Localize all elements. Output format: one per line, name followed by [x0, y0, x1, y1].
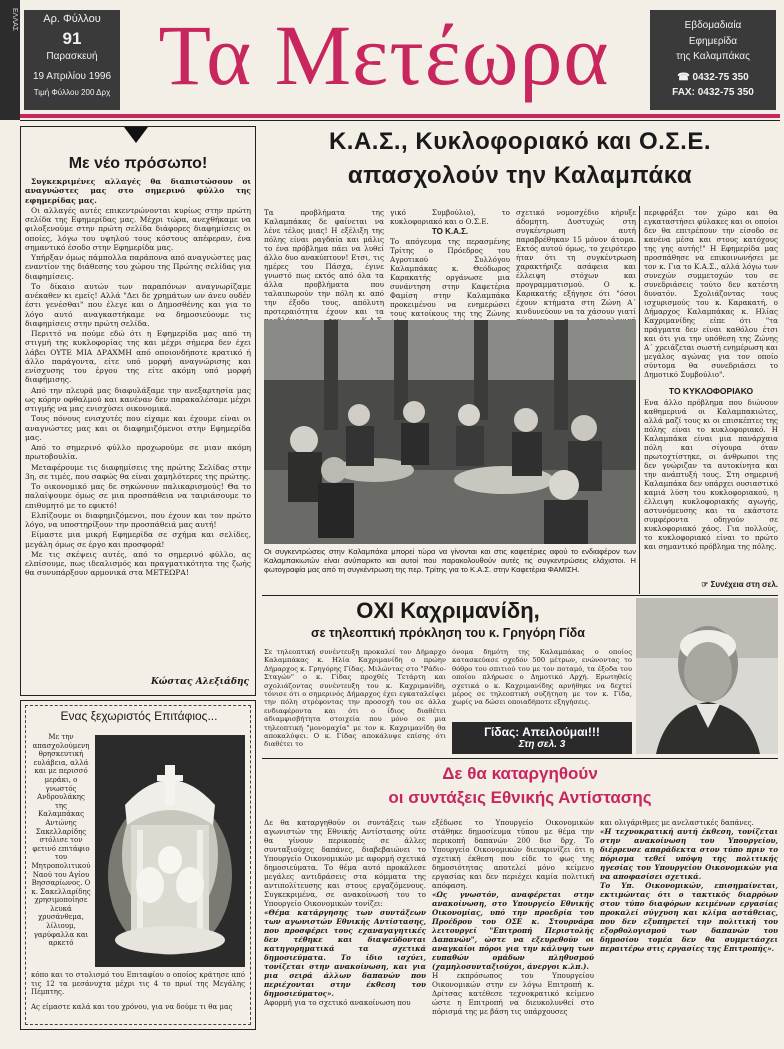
editorial-paragraph: Το δίκαιο αυτών των παραπόνων αναγνωρίζαμε ανέκαθεν κι εμείς! Αλλά "Δει δε χρημάτων ων άνευ ουδέν έστι γενέσθαι" που έλεγε και ο Δημοσθένης και για το λόγο αυτό αναγκαστήκαμε να δημοσιεύουμε τις διαφημίσεις στην πρώτη σελίδα. [25, 281, 251, 328]
gidas-top-rule [262, 595, 778, 596]
continued-link[interactable]: ☞ Συνέχεια στη σελ. [701, 580, 778, 589]
contact-line1: Εβδομαδιαία [684, 20, 742, 31]
issue-date: 19 Απριλίου 1996 [32, 70, 112, 82]
epitaph-photo [95, 735, 245, 967]
main-col2-intro: γικό Συμβούλιο), το κυκλοφοριακό και ο Ο.Σ.Ε. [390, 208, 510, 226]
contact-box [650, 10, 776, 110]
contact-fax: FAX: 0432-75 350 [672, 87, 754, 98]
editorial-paragraph: Με τις σκέψεις αυτές, από το σημερινό φύλλο, ας ελπίσουμε, πως ιδεαλισμός και πραγματικότητα της ζωής θα συνυπάρξουν αρμονικά στα ΜΕΤΕΩΡΑ! [25, 549, 251, 578]
epitaph-closing: Ας είμαστε καλά και του χρόνου, για να δούμε τι θα μας [31, 1003, 233, 1011]
editorial-paragraph: Συγκεκριμένες αλλαγές θα διαπιστώσουν οι αναγνώστες μας στο σημερινό φύλλο της εφημερίδας μας. [25, 177, 251, 205]
editorial-title: Με νέο πρόσωπο! [68, 155, 208, 172]
contact-line3: της Καλαμπάκας [676, 51, 750, 62]
column-rule [639, 206, 640, 594]
resistance-headline-line1: Δε θα καταργηθούν [442, 764, 598, 783]
editorial-paragraph: Από την πλευρά μας διαφυλάξαμε την ανεξαρτησία μας ως κόρην οφθαλμού και κανέναν δεν παρακαλέσαμε μέχρι στιγμής να μας ενισχύσει οικονομικά. [25, 385, 251, 413]
epitaph-continued: κόπο και το στολισμό του Επιταφίου ο οποίος κράτησε από τις 12 τα μεσάνυχτα μέχρι τις 4 το πρωί της Μεγάλης Πέμπτης. [31, 971, 245, 997]
resistance-col2-quote: «Ως γνωστόν, αναφέρεται στην ανακοίνωση, στο Υπουργείο Εθνικής Οικονομίας, υπό την προεδρία του Προέδρου του ΟΣΕ κ. Στουρνάρα λειτουργεί "Επιτροπή Περιστολής Δαπανών", ώστε να εξευρεθούν οι αναγκαίοι πόροι για την κάλυψη των ευπαθών ομάδων πληθυσμού (χαμηλοσυνταξιούχοι, άνεργοι κ.λπ.). [432, 890, 594, 971]
editorial-paragraph: Περιττό να πούμε εδώ ότι η Εφημερίδα μας από τη στιγμή της κυκλοφορίας της και μέχρι σήμερα δεν έχει λάβει ΟΥΤΕ ΜΙΑ ΔΡΑΧΜΗ από οποιονδήποτε κρατικό ή άλλο παράγοντα, είτε υπό μορφή αναγνώρισης και ενίσχυσης του έργου της είτε ακόμη υπό μορφή διαφήμισης. [25, 329, 251, 385]
resistance-col2-text: εξέδωσε το Υπουργείο Οικονομικών στάθηκε δημοσίευμα τύπου με θέμα την περικοπή δαπανών 200 δισ δρχ. Το Υπουργείο Οικονομικών διευκρινίζει ότι η σχετική έκθεση που είδε το φως της δημοσιότητας αποτελεί μόνο κείμενο εργασίας και δεν περιέχει καμία πολιτική απόφαση. [432, 818, 594, 890]
gidas-subhead: σε τηλεοπτική πρόκληση του κ. Γρηγόρη Γίδα [311, 626, 585, 640]
epitaph-box [20, 700, 256, 1030]
main-headline-line1: Κ.Α.Σ., Κυκλοφοριακό και Ο.Σ.Ε. [328, 128, 712, 155]
gidas-col2: όνομα δημότη της Καλαμπάκας ο οποίος κατασκεύασε σχεδόν 500 μέτρων, ενώνοντας το θόθρο του σπιτιού του με τον ποταμό, τα έξοδα του οποίου πλήρωσε ο Δημοτικό Αρχή. Ερωτηθείς σχετικά ο κ. Καχριμανίδης αρνήθηκε να δεχτεί μέρος σε τηλεοπτική συζήτηση με τον κ. Γίδα, χωρίς να δώσει οποιαδήποτε εξηγήσεις. [452, 648, 632, 707]
cafe-meeting-photo [264, 320, 636, 544]
main-col2-subhead: ΤΟ Κ.Α.Σ. [431, 227, 469, 236]
main-headline-line2: απασχολούν την Καλαμπάκα [347, 162, 693, 189]
epitaph-title: Ενας ξεχωριστός Επιτάφιος... [60, 709, 218, 723]
masthead-title: Τα Μετέωρα [158, 7, 610, 103]
resistance-col3-quote: «Η τεχνοκρατική αυτή έκθεση, τονίζεται στην ανακοίνωση του Υπουργείου, διέρρευσε απαράδεκτα στον τύπο πριν το πόρισμα τεθεί υπόψη της πολιτικής ηγεσίας του Υπουργείου Οικονομικών για να αποφασίσει σχετικά. [600, 827, 778, 881]
contact-phone: ☎ 0432-75 350 [677, 71, 749, 83]
epitaph-illustration [95, 735, 245, 967]
issue-number: 91 [62, 28, 82, 48]
issue-box [24, 10, 120, 110]
main-col2-text: Το απόγευμα της περασμένης Τρίτης ο Πρόεδρος του Αγροτικού Συλλόγου Καλαμπάκας κ. Θεόδωρος Καρακατής οργάνωσε μια συνάντηση στην Καφετέρια Φαμίση στην Καλαμπάκα προκειμένου να ενημερώσει τους κατοίκους της της Ζώνης [390, 237, 510, 318]
contact-line2: Εφημερίδα [688, 35, 738, 47]
editorial-paragraph: Το οικονομικό μας δε σηκώνουν παλικαρισμούς! Θα το παλαίψουμε όμως σε μια προσπάθεια να ταιριάσουμε το επιθυμητό με το εφικτό! [25, 482, 251, 510]
issue-weekday: Παρασκευή [46, 51, 98, 63]
resistance-col1-end: Αφορμή για το σχετικό ανακοίνωση που [264, 998, 411, 1007]
resistance-col1-text: Δε θα καταργηθούν οι συντάξεις των αγωνιστών της Εθνικής Αντίστασης ούτε θα γίνουν περικοπές σε άλλες συνταξιούχες δαπάνες, διαβεβαιώνει το Υπουργείο Οικονομικών με αφορμή σχετικά δημοσιεύματα. Το θέμα αυτό προκάλεσε μεγάλες αντιδράσεις στα κόμματα της αντιπολίτευσης και στους εργαζόμενους. Συγκεκριμένα, σε ανακοίνωσή του το Υπουργείο Οικονομικών τονίζει: [264, 818, 426, 908]
gidas-portrait [636, 598, 778, 754]
resistance-col1 [264, 818, 426, 1040]
header-rule [20, 114, 780, 118]
editorial-paragraph: Υπήρξαν όμως πάμπολλα παράπονα από αναγνώστες μας εναντίον της διάθεσης του χώρου της Πρώτης σελίδας για διαφημίσεις. [25, 253, 251, 281]
main-col2 [390, 208, 510, 316]
triangle-marker [124, 127, 148, 143]
gidas-callout-box [452, 722, 632, 754]
gidas-portrait-image [636, 598, 778, 754]
editorial-paragraph: Είμαστε μια μικρή Εφημερίδα σε σχήμα και σελίδες, μεγάλη όμως σε έργο και προσφορά! [25, 530, 251, 549]
editorial-signature: Κώστας Αλεξιάδης [150, 677, 249, 687]
main-photo-caption: Οι συγκεντρώσεις στην Καλαμπάκα μπορεί τώρα να γίνονται και στις καφετέριες αφού το ενδιαφέρον των Καλαμπακιωτών είναι ανύπαρκτο και αυτοί που παρακολουθούν αυτές τις συγκεντρώσεις ελάχιστοι. Η φωτογραφία μας από τη συγκέντρωση της περ. Τρίτης για το Κ.Α.Σ. στην Καφετέρια ΦΑΜΙΣΗ. [264, 547, 636, 574]
resistance-top-rule [262, 758, 778, 759]
traffic-text: Ενα άλλο πρόβλημα που διώνουν καθημερινά οι Καλαμπακιώτες, αλλά μαζί τους κι οι επισκέπτες της πόλης είναι το κυκλοφοριακό. Η Καλαμπάκα είναι μια πανάρχαια πόλη και σίγουρα όταν πρωτοχτίστηκε, οι άνθρωποι της δεν γνώριζαν τα αυτοκίνητα και την ανάπτυξή τους. Στη σημερινή Καλαμπάκα δεν υπάρχει ουσιαστικό καμιά λύση του κυκλοφοριακού, η έλλειψη κυκλοφοριακής αγωγής, αστυνόμευσης και τα εκάστοτε συμφέροντα οδηγούν σε κυκλοφοριακό χάος. Για πολλούς, το κυκλοφοριακό είναι το πρώτο και σημαντικό πρόβλημα της πόλης. [644, 398, 778, 551]
editorial-box [20, 126, 256, 696]
main-photo [264, 320, 636, 544]
main-col4: περιφράξει τον χώρο και θα εγκαταστήσει φύλακες και οι οποίοι δεν θα επιτρέπουν την είσοδο σε κανένα μέσα και στους κατόχους της γης αυτής!" Η Εφημερίδα μας προσπάθησε να επικοινωνήσει με τον κ. Για το Κ.Α.Σ., αλλά λόγω των συνεχών συμμετοχών του σε συνεδριάσεις τούτο δεν κατέστη δυνατόν. Σχολιάζοντας τους ισχυρισμούς του κ. Καρακατή, ο Δήμαρχος Καλαμπάκας κ. Ηλίας Καχριμανίδης είπε ότι "τα πράγματα δεν είναι καθόλου έτσι και ότι για την υπόθεση της Ζώνης Α΄ χρειάζεται σωστή ενημέρωση και μεγάλος αγώνας για τον οποίο σύντομα θα συνεδριάσει το Δημοτικό Συμβούλιο". [644, 208, 778, 379]
resistance-col2 [432, 818, 594, 1040]
resistance-col3-intro: και ολιγάριθμες με ανελαστικές δαπάνες. [600, 818, 754, 827]
resistance-col2-end: Η εκπρόσωπος του Υπουργείου Οικονομικών στην εν λόγω Επιτροπή κ. Δρίτσας κατέθεσε τεχνοκρατικό κείμενο ώστε η Επιτροπή να διευκολυνθεί στο πόρισμά της με βάση τις υπάρχουσες [432, 971, 594, 1016]
editorial-paragraph: Από το σημερινό φύλλο προχωρούμε σε μιαν ακόμη πρωτοβουλία. [25, 443, 251, 462]
main-col3: σχετικό νομοσχέδιο κήρυξε άδομητη. Δυστυχώς στη συγκέντρωση αυτή παραβρέθηκαν 15 μόνον άτομα. Εκτός αυτού όμως, το χειρότερο ήταν ότι τη συγκέντρωση χαρακτήριζε ασάφεια και έλλειψη στόχων και προγραμματισμού. Ο κ. Καρακατής εξήγησε ότι "όσοι έχουν κτήματα στη Ζώνη Α΄ κινδυνεύουν να τα χάσουν γιατί [516, 208, 636, 316]
gidas-col1: Σε τηλεοπτική συνέντευξη προκαλεί τον Δήμαρχο Καλαμπάκας κ. Ηλία Καχριμανίδη ο πρώην Δήμαρχος κ. Γρηγόρης Γίδας. Μιλώντας στο "Ράδιο-Σταγών" ο κ. Γίδας προχθές Τετάρτη και σχολιάζοντας συνέντευξη του κ. Καχριμανίδη, τόνισε ότι ο σημερινός Δήμαρχος έχει εγκαταλείψει την πόλη στρέφοντας την προσοχή του σε άλλα ενδιαφέροντα και ότι ο ίδιος διαθέτει αδιαμφισβήτητα στοιχεία που μόνο σε μια τηλεοπτική "μονομαχία" με τον κ. Καχριμανίδη θα αποκαλύψει. Ο κ. Γίδας αποκάλυψε επίσης ότι διαθέτει το [264, 648, 446, 749]
editorial-paragraph: Μεταφέρουμε τις διαφημίσεις της πρώτης Σελίδας στην 3η, σε τιμές, που σαφώς θα είναι χαμηλότερες της πρώτης. [25, 462, 251, 481]
header-rule-thin [20, 120, 780, 121]
resistance-col3-end: Το Υπ. Οικονομικών, επισημαίνεται, εκτιμώντας ότι ο τακτικός διαρρόων στον τύπο διαφόρων κειμένων εργασίας προκαλεί σύγχυση και κλίμα αστάθειας, που δεν εξυπηρετεί την πολιτική του εξορθολογισμού των δαπανών του δημοσίου τομέα δεν θα συμμετάσχει περαιτέρω στις εργασίες της Επιτροπής». [600, 881, 778, 953]
traffic-subhead: ΤΟ ΚΥΚΛΟΦΟΡΙΑΚΟ [668, 386, 754, 396]
resistance-headline-line2: οι συντάξεις Εθνικής Αντίστασης [388, 788, 652, 807]
editorial-paragraph: Ελπίζουμε οι διαφημιζόμενοι, που έχουν και τον πρώτο λόγο, να υποστηρίξουν την προσπάθειά μας αυτή! [25, 510, 251, 529]
gidas-callout-page: Στη σελ. 3 [518, 739, 566, 750]
epitaph-text: Με την απασχολούμενη θρησκευτική ευλάβεια, αλλά και με περισσό μεράκι, ο γνωστός Ανδρουλάκης της Καλαμπάκας Αντώνης Σακελλαρίδης στόλισε τον φετινό επιτάφιο του Μητροπολιτικού Ναού του Αγίου Βησσαρίωνος. Ο κ. Σακελλαρίδης χρησιμοποίησε λευκά χρυσάνθεμα, λίλιουμ, γαρύφαλλα και αρκετό [31, 733, 91, 948]
issue-price: Τιμή Φύλλου 200 Δρχ [33, 88, 111, 98]
editorial-paragraph: Οι αλλαγές αυτές επικεντρώνονται κυρίως στην πρώτη σελίδα της Εφημερίδας μας. Μέχρι τώρα, ανεχθήκαμε να φιλοξενούμε στην πρώτη σελίδα διάφορες διαφημίσεις οι οποίες, λόγω του υψηλού τους κόστους απέφεραν, ένα σημαντικό έσοδο στην Εφημερίδα μας. [25, 205, 251, 252]
editorial-body [25, 177, 251, 671]
main-col1: Τα προβλήματα της Καλαμπάκας δε φαίνεται να λένε τέλος μιας! Η εξέλιξη της πόλης είναι ραγδαία και μάλις το ένα πρόβλημα πάει να λυθεί άλλο δυο ανακύπτουν! Ετσι, τις ημέρες του Πάσχα, έγινε γνωστό πως εκτός από όλα τα άλλα προβλήματα που ταλαιπωρούν την πόλη κι από την έξοδο τους, απόλυτη προτεραιότητα έχουν και τα [264, 208, 384, 316]
side-strip [0, 0, 20, 120]
resistance-col1-quote: «Θέμα κατάργησης των συντάξεων των αγωνιστών Εθνικής Αντίστασης, που προσφέρει τους εχαναγαγητικές δεν τέθηκε και διαψεύδονται κατηγορηματικά τα σχετικά δημοσιεύματα. Το ίδιο ισχύει, τονίζεται στην ανακοίνωση, και για μια σειρά άλλων δαπανών που περιέχονται στην έκθεση του δημοσιεύματος». [264, 908, 426, 998]
gidas-callout: Γίδας: Απειλούμαι!!! [484, 725, 600, 739]
issue-label: Αρ. Φύλλου [43, 13, 101, 25]
resistance-col3 [600, 818, 778, 1040]
side-strip-text: ΕΛΛΑΣ [11, 8, 18, 32]
editorial-paragraph: Τους πόνους ενισχυτές που είχαμε και έχουμε είναι οι αναγνώστες μας και οι διαφημιζόμενοι στην Εφημερίδα μας. [25, 414, 251, 442]
gidas-headline: ΟΧΙ Καχριμανίδη, [356, 598, 540, 623]
